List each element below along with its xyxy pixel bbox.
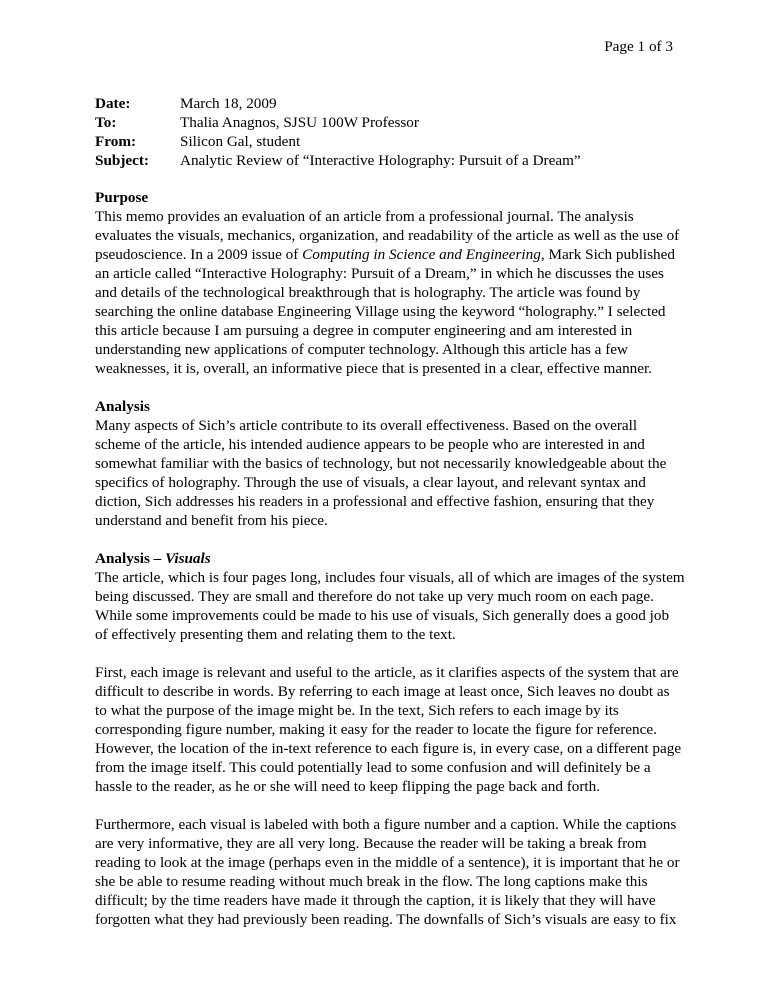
purpose-text-start: This memo provides an evaluation of an article from a professional journal. The analysis evaluates the visuals, mechanics, organization, and readability of the article as well as the use of pseudoscience. In a 2009 issue of: [95, 208, 680, 263]
memo-to-value: Thalia Anagnos, SJSU 100W Professor: [180, 114, 419, 131]
analysis-heading: Analysis: [95, 398, 150, 415]
visuals-heading-italic: Visuals: [165, 550, 211, 567]
visuals-paragraph-3: Furthermore, each visual is labeled with both a figure number and a caption. While the captions are very informative, they are all very long. Because the reader will be taking a break from reading to look at the image (perhaps even in the middle of a sentence), it is important that he or she be able to resume reading without much break in the flow. The long captions make this difficult; by the time readers have made it through the caption, it is likely that they will have forgotten what they had previously been reading. The downfalls of Sich’s visuals are easy to fix: [95, 816, 680, 928]
visuals-paragraph-1: The article, which is four pages long, includes four visuals, all of which are images of the system being discussed. They are small and therefore do not take up very much room on each page. While some improvements could be made to his use of visuals, Sich generally does a good job of effectively presenting them and relating them to the text.: [95, 569, 685, 643]
memo-date-value: March 18, 2009: [180, 95, 277, 112]
memo-date-label: Date:: [95, 95, 131, 112]
memo-subject-label: Subject:: [95, 152, 149, 169]
journal-title: Computing in Science and Engineering: [302, 246, 541, 263]
memo-to-row: [95, 113, 685, 132]
memo-subject-value: Analytic Review of “Interactive Holography: Pursuit of a Dream”: [180, 152, 581, 169]
memo-header: [95, 94, 685, 170]
memo-from-row: [95, 132, 685, 151]
memo-to-label: To:: [95, 114, 117, 131]
visuals-paragraph-2: First, each image is relevant and useful to the article, as it clarifies aspects of the system that are difficult to describe in words. By referring to each image at least once, Sich leaves no doubt as to what the purpose of the image might be. In the text, Sich refers to each image by its corresponding figure number, making it easy for the reader to locate the figure for reference. However, the location of the in-text reference to each figure is, in every case, on a different page from the image itself. This could potentially lead to some confusion and will definitely be a hassle to the reader, as he or she will need to keep flipping the page back and forth.: [95, 664, 682, 795]
memo-subject-row: [95, 151, 685, 170]
memo-from-label: From:: [95, 133, 137, 150]
purpose-heading: Purpose: [95, 189, 149, 206]
purpose-paragraph: [95, 207, 685, 378]
visuals-heading-prefix: Analysis –: [95, 550, 166, 567]
visuals-heading: [95, 549, 685, 568]
page-number: Page 1 of 3: [604, 38, 673, 55]
memo-date-row: [95, 94, 685, 113]
analysis-paragraph: Many aspects of Sich’s article contribute to its overall effectiveness. Based on the overall scheme of the article, his intended audience appears to be people who are interested in and somewhat familiar with the basics of technology, but not necessarily knowledgeable about the specifics of holography. Through the use of visuals, a clear layout, and relevant syntax and diction, Sich addresses his readers in a professional and effective fashion, ensuring that they understand and benefit from his piece.: [95, 417, 667, 529]
memo-body: [95, 188, 685, 948]
memo-from-value: Silicon Gal, student: [180, 133, 301, 150]
purpose-text-end: , Mark Sich published an article called “Interactive Holography: Pursuit of a Dream,” in which he discusses the uses and details of the technological breakthrough that is holography. The article was found by searching the online database Engineering Village using the keyword “holography.” I selected this article because I am pursuing a degree in computer engineering and am interested in understanding new applications of computer technology. Although this article has a few weaknesses, it is, overall, an informative piece that is presented in a clear, effective manner.: [95, 246, 675, 377]
